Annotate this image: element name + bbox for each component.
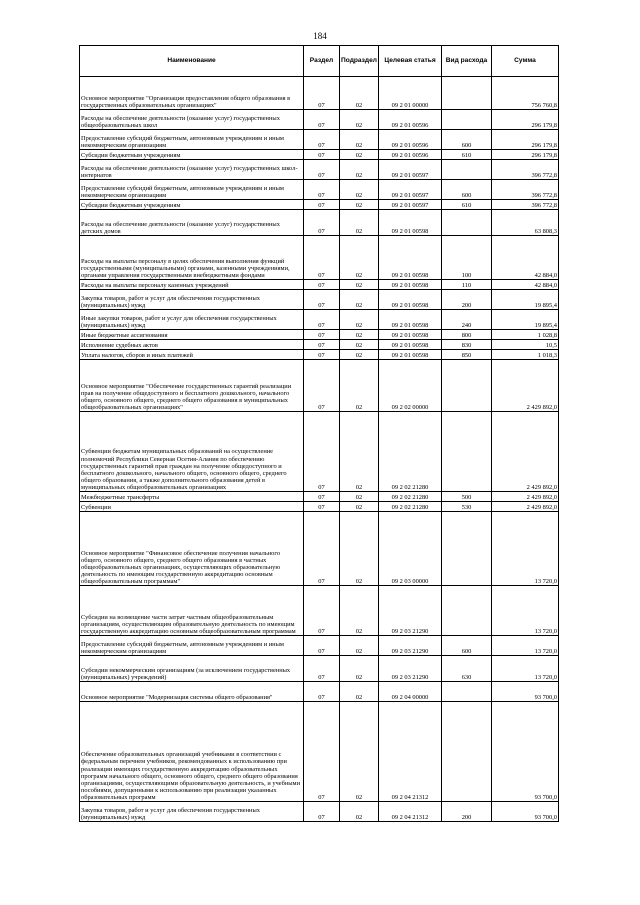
- header-section: Раздел: [304, 46, 340, 77]
- row-amount: 396 772,8: [492, 160, 559, 180]
- row-target-article: 09 2 01 00598: [379, 210, 442, 236]
- row-section: 07: [304, 180, 340, 200]
- row-target-article: 09 2 03 21290: [379, 586, 442, 636]
- table-row: [80, 160, 559, 180]
- row-target-article: 09 2 02 21280: [379, 412, 442, 492]
- row-subsection: 02: [340, 502, 379, 512]
- row-name: Основное мероприятие "Модернизация системы общего образования": [80, 682, 304, 702]
- row-subsection: 02: [340, 150, 379, 160]
- row-amount: 1 018,3: [492, 350, 559, 360]
- row-expense-type: 830: [442, 340, 492, 350]
- row-name: Уплата налогов, сборов и иных платежей: [80, 350, 304, 360]
- row-expense-type: [442, 77, 492, 110]
- row-section: 07: [304, 350, 340, 360]
- row-target-article: 09 2 04 21312: [379, 802, 442, 822]
- table-row: [80, 492, 559, 502]
- row-subsection: 02: [340, 340, 379, 350]
- row-amount: 2 429 892,0: [492, 412, 559, 492]
- row-subsection: 02: [340, 656, 379, 682]
- row-section: 07: [304, 682, 340, 702]
- row-section: 07: [304, 130, 340, 150]
- table-row: [80, 310, 559, 330]
- header-subsection: Подраздел: [340, 46, 379, 77]
- row-subsection: 02: [340, 77, 379, 110]
- row-target-article: 09 2 01 00000: [379, 77, 442, 110]
- row-name: Субсидии некоммерческим организациям (за исключением государственных (муниципальных) учреждений): [80, 656, 304, 682]
- row-name: Субсидии бюджетным учреждениям: [80, 200, 304, 210]
- row-expense-type: [442, 412, 492, 492]
- row-subsection: 02: [340, 636, 379, 656]
- row-expense-type: 850: [442, 350, 492, 360]
- row-subsection: 02: [340, 210, 379, 236]
- row-subsection: 02: [340, 512, 379, 586]
- row-amount: 93 700,0: [492, 702, 559, 802]
- row-amount: 19 895,4: [492, 290, 559, 310]
- table-row: [80, 702, 559, 802]
- row-expense-type: 610: [442, 150, 492, 160]
- row-expense-type: 610: [442, 200, 492, 210]
- row-target-article: 09 2 01 00598: [379, 350, 442, 360]
- row-amount: 13 720,0: [492, 586, 559, 636]
- row-section: 07: [304, 330, 340, 340]
- row-amount: 1 028,8: [492, 330, 559, 340]
- row-expense-type: 600: [442, 180, 492, 200]
- row-name: Субвенции: [80, 502, 304, 512]
- row-section: 07: [304, 200, 340, 210]
- row-section: 07: [304, 77, 340, 110]
- row-target-article: 09 2 01 00598: [379, 290, 442, 310]
- row-target-article: 09 2 01 00598: [379, 310, 442, 330]
- row-amount: 13 720,0: [492, 656, 559, 682]
- row-amount: 2 429 892,0: [492, 502, 559, 512]
- table-row: [80, 360, 559, 412]
- header-target-article: Целевая статья: [379, 46, 442, 77]
- table-row: [80, 150, 559, 160]
- row-section: 07: [304, 160, 340, 180]
- table-row: [80, 586, 559, 636]
- row-target-article: 09 2 01 00596: [379, 110, 442, 130]
- row-target-article: 09 2 01 00598: [379, 340, 442, 350]
- row-name: Основное мероприятие "Организация предоставления общего образования в государственных образовательных организациях": [80, 77, 304, 110]
- table-row: [80, 682, 559, 702]
- row-subsection: 02: [340, 280, 379, 290]
- row-section: 07: [304, 492, 340, 502]
- page-number: 184: [313, 31, 327, 41]
- table-row: [80, 290, 559, 310]
- row-target-article: 09 2 03 21290: [379, 656, 442, 682]
- row-section: 07: [304, 340, 340, 350]
- row-amount: 396 772,8: [492, 180, 559, 200]
- row-name: Предоставление субсидий бюджетным, автономным учреждениям и иным некоммерческим организациям: [80, 130, 304, 150]
- row-expense-type: 600: [442, 636, 492, 656]
- row-target-article: 09 2 02 00000: [379, 360, 442, 412]
- row-name: Закупка товаров, работ и услуг для обеспечения государственных (муниципальных) нужд: [80, 802, 304, 822]
- row-amount: 19 895,4: [492, 310, 559, 330]
- row-expense-type: [442, 110, 492, 130]
- row-subsection: 02: [340, 802, 379, 822]
- row-target-article: 09 2 01 00596: [379, 130, 442, 150]
- row-name: Основное мероприятие "Обеспечение государственных гарантий реализации прав на получение общедоступного и бесплатного дошкольного, начального общего, основного общего, среднего общего образования в муниципальных общеобразовательных организациях": [80, 360, 304, 412]
- table-row: [80, 512, 559, 586]
- row-subsection: 02: [340, 586, 379, 636]
- row-amount: 756 760,8: [492, 77, 559, 110]
- row-expense-type: 200: [442, 802, 492, 822]
- row-expense-type: [442, 702, 492, 802]
- row-subsection: 02: [340, 702, 379, 802]
- row-amount: 10,5: [492, 340, 559, 350]
- row-name: Расходы на выплаты персоналу казенных учреждений: [80, 280, 304, 290]
- row-target-article: 09 2 02 21280: [379, 502, 442, 512]
- row-expense-type: 500: [442, 492, 492, 502]
- row-name: Расходы на обеспечение деятельности (оказание услуг) государственных детских домов: [80, 210, 304, 236]
- row-subsection: 02: [340, 330, 379, 340]
- row-section: 07: [304, 236, 340, 280]
- table-row: [80, 412, 559, 492]
- row-amount: 93 700,0: [492, 802, 559, 822]
- row-name: Субсидии бюджетным учреждениям: [80, 150, 304, 160]
- row-target-article: 09 2 03 00000: [379, 512, 442, 586]
- row-expense-type: [442, 210, 492, 236]
- budget-table: [79, 45, 559, 822]
- row-name: Иные бюджетные ассигнования: [80, 330, 304, 340]
- row-name: Закупка товаров, работ и услуг для обеспечения государственных (муниципальных) нужд: [80, 290, 304, 310]
- table-row: [80, 350, 559, 360]
- row-section: 07: [304, 360, 340, 412]
- row-amount: 63 808,3: [492, 210, 559, 236]
- row-subsection: 02: [340, 200, 379, 210]
- row-section: 07: [304, 656, 340, 682]
- row-subsection: 02: [340, 290, 379, 310]
- table-row: [80, 340, 559, 350]
- row-section: 07: [304, 290, 340, 310]
- table-header-row: [80, 46, 559, 77]
- row-section: 07: [304, 110, 340, 130]
- table-row: [80, 77, 559, 110]
- table-row: [80, 110, 559, 130]
- row-section: 07: [304, 210, 340, 236]
- row-amount: 93 700,0: [492, 682, 559, 702]
- table-row: [80, 502, 559, 512]
- row-name: Предоставление субсидий бюджетным, автономным учреждениям и иным некоммерческим организациям: [80, 180, 304, 200]
- row-section: 07: [304, 150, 340, 160]
- row-expense-type: 600: [442, 130, 492, 150]
- row-target-article: 09 2 02 21280: [379, 492, 442, 502]
- row-amount: 13 720,0: [492, 636, 559, 656]
- row-expense-type: 630: [442, 656, 492, 682]
- row-amount: 42 884,0: [492, 280, 559, 290]
- row-section: 07: [304, 802, 340, 822]
- row-section: 07: [304, 412, 340, 492]
- table-row: [80, 656, 559, 682]
- header-amount: Сумма: [492, 46, 559, 77]
- row-amount: 42 884,0: [492, 236, 559, 280]
- row-target-article: 09 2 04 21312: [379, 702, 442, 802]
- table-row: [80, 802, 559, 822]
- table-row: [80, 130, 559, 150]
- row-target-article: 09 2 01 00598: [379, 236, 442, 280]
- row-target-article: 09 2 01 00597: [379, 200, 442, 210]
- row-expense-type: 530: [442, 502, 492, 512]
- row-name: Расходы на обеспечение деятельности (оказание услуг) государственных общеобразовательных школ: [80, 110, 304, 130]
- row-subsection: 02: [340, 350, 379, 360]
- row-target-article: 09 2 01 00598: [379, 330, 442, 340]
- row-subsection: 02: [340, 360, 379, 412]
- row-name: Предоставление субсидий бюджетным, автономным учреждениям и иным некоммерческим организациям: [80, 636, 304, 656]
- row-subsection: 02: [340, 412, 379, 492]
- row-section: 07: [304, 512, 340, 586]
- table-row: [80, 236, 559, 280]
- row-expense-type: [442, 360, 492, 412]
- row-name: Иные закупки товаров, работ и услуг для обеспечения государственных (муниципальных) нужд: [80, 310, 304, 330]
- row-name: Расходы на обеспечение деятельности (оказание услуг) государственных школ-интернатов: [80, 160, 304, 180]
- row-amount: 296 179,8: [492, 110, 559, 130]
- table-row: [80, 210, 559, 236]
- row-subsection: 02: [340, 682, 379, 702]
- row-expense-type: 800: [442, 330, 492, 340]
- table-row: [80, 180, 559, 200]
- header-expense-type: Вид расхода: [442, 46, 492, 77]
- row-expense-type: 110: [442, 280, 492, 290]
- row-subsection: 02: [340, 160, 379, 180]
- row-section: 07: [304, 586, 340, 636]
- row-expense-type: 240: [442, 310, 492, 330]
- header-name: Наименование: [80, 46, 304, 77]
- row-expense-type: [442, 512, 492, 586]
- row-target-article: 09 2 03 21290: [379, 636, 442, 656]
- row-name: Основное мероприятие "Финансовое обеспечение получения начального общего, основного общего, среднего общего образования в частных общеобразовательных организациях, осуществляющих образовательную деятельность по имеющим государственную аккредитацию основным общеобразовательным программам": [80, 512, 304, 586]
- row-amount: 296 179,8: [492, 150, 559, 160]
- row-subsection: 02: [340, 492, 379, 502]
- row-subsection: 02: [340, 310, 379, 330]
- row-target-article: 09 2 01 00596: [379, 150, 442, 160]
- row-name: Обеспечение образовательных организаций учебниками в соответствии с федеральным перечнем учебников, рекомендованных к использованию при реализации имеющих государственную аккредитацию образовательных программ начального общего, основного общего, среднего общего образования организациями, осуществляющими образовательную деятельность, и учебными пособиями, допущенными к использованию при реализации указанных образовательных программ: [80, 702, 304, 802]
- row-name: Субсидии на возмещение части затрат частным общеобразовательным организациям, осуществляющим образовательную деятельность по имеющим государственную аккредитацию основным общеобразовательным программам: [80, 586, 304, 636]
- row-section: 07: [304, 310, 340, 330]
- row-subsection: 02: [340, 236, 379, 280]
- row-subsection: 02: [340, 180, 379, 200]
- row-section: 07: [304, 502, 340, 512]
- row-amount: 13 720,0: [492, 512, 559, 586]
- row-expense-type: [442, 586, 492, 636]
- row-name: Межбюджетные трансферты: [80, 492, 304, 502]
- row-amount: 296 179,8: [492, 130, 559, 150]
- row-expense-type: [442, 682, 492, 702]
- row-target-article: 09 2 04 00000: [379, 682, 442, 702]
- row-amount: 2 429 892,0: [492, 360, 559, 412]
- row-section: 07: [304, 636, 340, 656]
- row-target-article: 09 2 01 00597: [379, 180, 442, 200]
- row-expense-type: 200: [442, 290, 492, 310]
- row-name: Субвенции бюджетам муниципальных образований на осуществление полномочий Республики Северная Осетия-Алания по обеспечению государственных гарантий прав граждан на получение общедоступного и бесплатного дошкольного, начального общего, основного общего, среднего общего образования, а также дополнительного образования детей в муниципальных общеобразовательных организациях: [80, 412, 304, 492]
- row-target-article: 09 2 01 00598: [379, 280, 442, 290]
- row-name: Расходы на выплаты персоналу в целях обеспечения выполнения функций государственными (муниципальными) органами, казенными учреждениями, органами управления государственными внебюджетными фондами: [80, 236, 304, 280]
- row-subsection: 02: [340, 130, 379, 150]
- table-row: [80, 636, 559, 656]
- row-expense-type: 100: [442, 236, 492, 280]
- row-amount: 396 772,8: [492, 200, 559, 210]
- row-subsection: 02: [340, 110, 379, 130]
- table-row: [80, 280, 559, 290]
- row-expense-type: [442, 160, 492, 180]
- table-row: [80, 200, 559, 210]
- row-amount: 2 429 892,0: [492, 492, 559, 502]
- row-name: Исполнение судебных актов: [80, 340, 304, 350]
- row-section: 07: [304, 702, 340, 802]
- row-target-article: 09 2 01 00597: [379, 160, 442, 180]
- row-section: 07: [304, 280, 340, 290]
- table-row: [80, 330, 559, 340]
